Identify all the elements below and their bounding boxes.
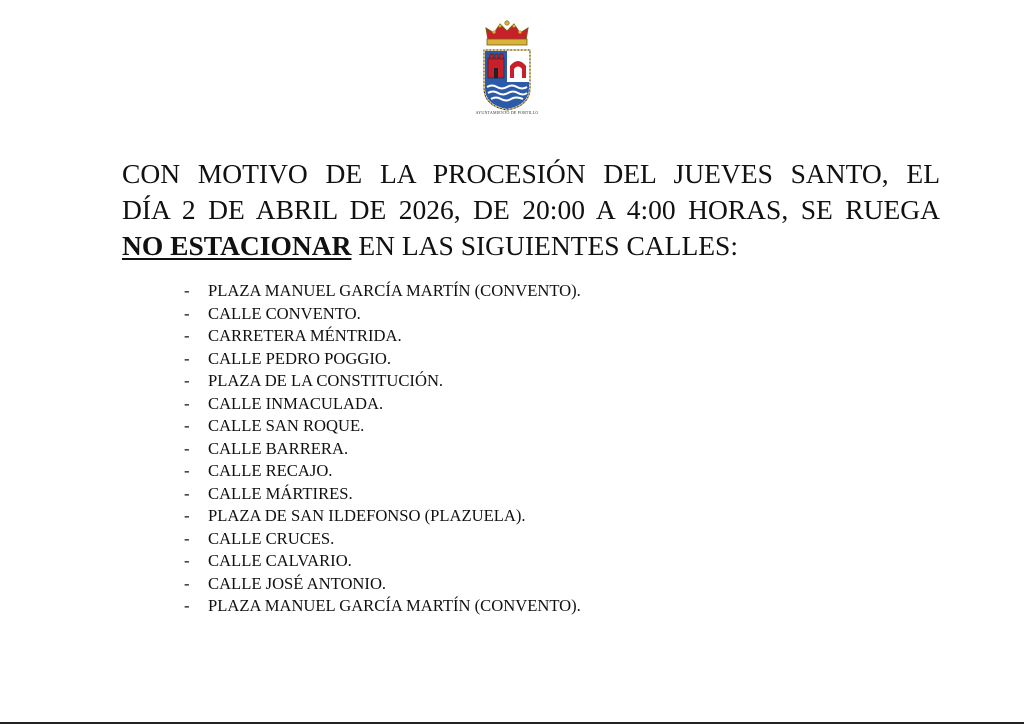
headline-line-3-rest: EN LAS SIGUIENTES CALLES: <box>351 230 738 261</box>
list-bullet: - <box>184 551 190 570</box>
list-item <box>184 505 581 528</box>
list-item <box>184 595 581 618</box>
street-name: PLAZA MANUEL GARCÍA MARTÍN (CONVENTO). <box>208 596 581 615</box>
list-item <box>184 280 581 303</box>
list-bullet: - <box>184 371 190 390</box>
list-item <box>184 370 581 393</box>
street-name: PLAZA DE LA CONSTITUCIÓN. <box>208 371 444 390</box>
municipal-coat-of-arms <box>478 20 536 122</box>
street-name: CALLE RECAJO. <box>208 461 333 480</box>
notice-headline <box>122 156 940 264</box>
street-name: CALLE CRUCES. <box>208 528 335 548</box>
list-item <box>184 483 581 506</box>
list-item <box>184 415 581 438</box>
list-item <box>184 550 581 573</box>
street-name: CALLE SAN ROQUE. <box>208 416 365 435</box>
list-bullet: - <box>184 573 190 593</box>
no-parking-emphasis: NO ESTACIONAR <box>122 230 352 261</box>
list-item <box>184 528 581 551</box>
list-bullet: - <box>184 348 190 368</box>
street-name: CALLE BARRERA. <box>208 438 349 458</box>
street-name: PLAZA MANUEL GARCÍA MARTÍN (CONVENTO). <box>208 281 581 300</box>
list-item <box>184 438 581 461</box>
list-bullet: - <box>184 303 190 323</box>
list-bullet: - <box>184 483 190 503</box>
shield-icon <box>484 50 530 110</box>
street-name: CALLE MÁRTIRES. <box>208 483 353 503</box>
list-bullet: - <box>184 528 190 548</box>
list-item <box>184 303 581 326</box>
street-name: PLAZA DE SAN ILDEFONSO (PLAZUELA). <box>208 506 526 525</box>
headline-line-3 <box>122 228 940 264</box>
street-name: CALLE CONVENTO. <box>208 303 361 323</box>
list-item <box>184 573 581 596</box>
headline-line-2: DÍA 2 DE ABRIL DE 2026, DE 20:00 A 4:00 HORAS, SE RUEGA <box>122 194 940 225</box>
headline-line-1: CON MOTIVO DE LA PROCESIÓN DEL JUEVES SANTO, EL <box>122 158 940 189</box>
street-name: CALLE CALVARIO. <box>208 551 352 570</box>
street-list <box>184 280 581 618</box>
list-bullet: - <box>184 461 190 480</box>
street-name: CALLE PEDRO POGGIO. <box>208 348 391 368</box>
list-item <box>184 393 581 416</box>
crest-icon <box>478 20 536 112</box>
street-name: CARRETERA MÉNTRIDA. <box>208 326 402 345</box>
list-item <box>184 348 581 371</box>
list-bullet: - <box>184 281 190 300</box>
list-item <box>184 325 581 348</box>
list-bullet: - <box>184 326 190 345</box>
list-item <box>184 460 581 483</box>
street-name: CALLE JOSÉ ANTONIO. <box>208 573 387 593</box>
crown-icon <box>486 21 528 45</box>
list-bullet: - <box>184 416 190 435</box>
street-name: CALLE INMACULADA. <box>208 393 384 413</box>
list-bullet: - <box>184 506 190 525</box>
list-bullet: - <box>184 438 190 458</box>
list-bullet: - <box>184 596 190 615</box>
crest-caption: AYUNTAMIENTO DE PORTILLO <box>475 110 539 115</box>
list-bullet: - <box>184 393 190 413</box>
